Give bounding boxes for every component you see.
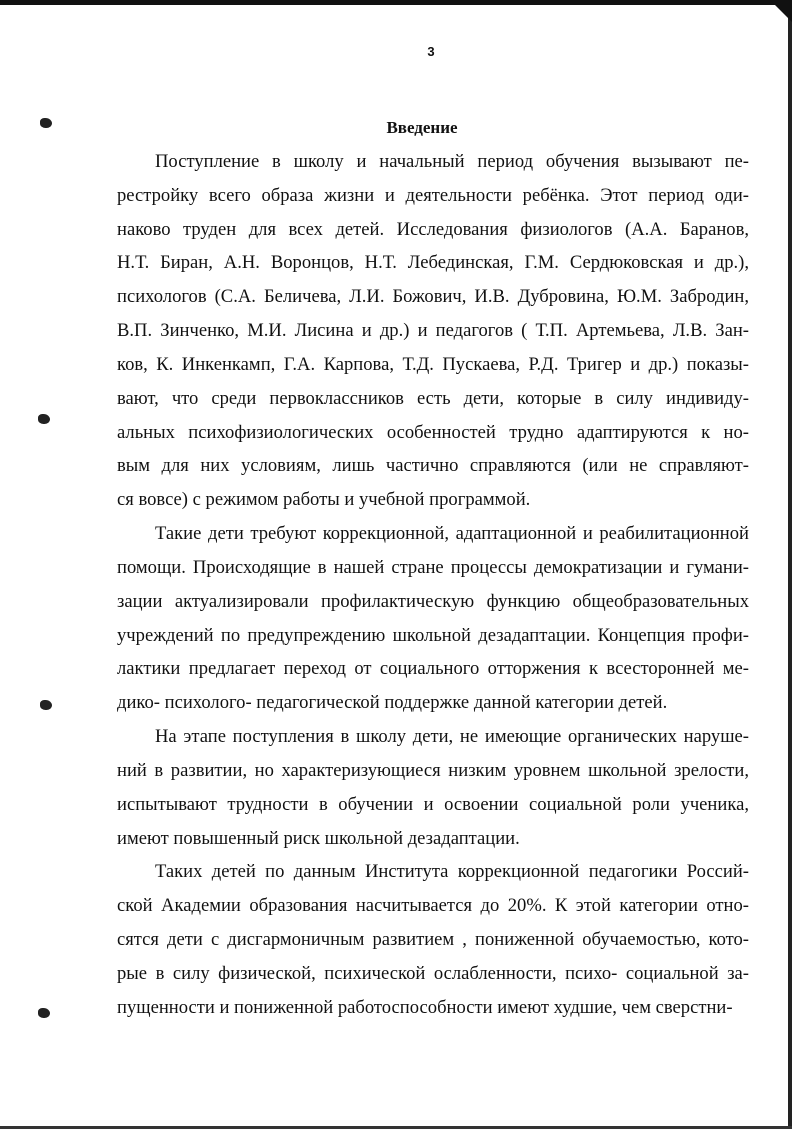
text-line <box>117 923 749 957</box>
text-line <box>117 449 749 483</box>
text-line <box>117 889 749 923</box>
page-number: 3 <box>427 44 435 59</box>
text-line <box>117 382 749 416</box>
text-line-content: Таких детей по данным Института коррекционной педагогики Россий- <box>155 861 749 883</box>
text-line <box>117 652 749 686</box>
text-line-content: имеют повышенный риск школьной дезадаптации. <box>117 827 520 849</box>
paragraph <box>117 855 749 1024</box>
text-line-content: дико- психолого- педагогической поддержке данной категории детей. <box>117 692 668 714</box>
text-line-content: рые в силу физической, психической ослабленности, психо- социальной за- <box>117 962 749 984</box>
text-line-content: лактики предлагает переход от социального отторжения к всесторонней ме- <box>117 658 749 680</box>
text-line-content: альных психофизиологических особенностей трудно адаптируются к но- <box>117 421 749 443</box>
text-line-content: психологов (С.А. Беличева, Л.И. Божович, И.В. Дубровина, Ю.М. Забродин, <box>117 286 749 308</box>
text-line-content: Такие дети требуют коррекционной, адаптационной и реабилитационной <box>155 523 749 545</box>
text-line-content: ков, К. Инкенкамп, Г.А. Карпова, Т.Д. Пускаева, Р.Д. Тригер и др.) показы- <box>117 353 749 375</box>
text-line-content: вым для них условиям, лишь частично справляются (или не справляют- <box>117 455 749 477</box>
binder-hole-mark <box>38 1008 50 1018</box>
text-line <box>117 720 749 754</box>
text-line <box>117 788 749 822</box>
text-line-content: Поступление в школу и начальный период обучения вызывают пе- <box>155 151 749 172</box>
text-line-content: ний в развитии, но характеризующиеся низким уровнем школьной зрелости, <box>117 759 749 781</box>
text-line <box>117 585 749 619</box>
text-line-content: зации актуализировали профилактическую функцию общеобразовательных <box>117 590 749 612</box>
text-line-content: вают, что среди первоклассников есть дети, которые в силу индивиду- <box>117 387 749 409</box>
text-line <box>117 957 749 991</box>
paragraph <box>117 517 749 720</box>
text-line <box>117 855 749 889</box>
text-line <box>117 754 749 788</box>
text-line <box>117 619 749 653</box>
paragraph <box>117 145 749 517</box>
scan-border-top <box>0 0 792 5</box>
text-line-content: пущенности и пониженной работоспособности имеют худшие, чем сверстни- <box>117 996 733 1018</box>
text-line <box>117 246 749 280</box>
paragraph <box>117 720 749 855</box>
text-line-content: рестройку всего образа жизни и деятельности ребёнка. Этот период оди- <box>117 184 749 206</box>
binder-hole-mark <box>40 700 52 710</box>
text-line-content: ся вовсе) с режимом работы и учебной программой. <box>117 489 531 511</box>
text-line <box>117 314 749 348</box>
text-line <box>117 416 749 450</box>
text-line-content: сятся дети с дисгармоничным развитием , пониженной обучаемостью, кото- <box>117 929 749 951</box>
text-line-content: Н.Т. Биран, А.Н. Воронцов, Н.Т. Лебединская, Г.М. Сердюковская и др.), <box>117 252 749 274</box>
text-line-content: наково труден для всех детей. Исследования физиологов (А.А. Баранов, <box>117 218 749 240</box>
text-line-content: На этапе поступления в школу дети, не имеющие органических наруше- <box>155 726 749 748</box>
text-line <box>117 145 749 179</box>
binder-hole-mark <box>38 414 50 424</box>
text-line-content: В.П. Зинченко, М.И. Лисина и др.) и педагогов ( Т.П. Артемьева, Л.В. Зан- <box>117 320 749 342</box>
text-line <box>117 179 749 213</box>
text-line <box>117 822 749 856</box>
section-title: Введение <box>386 118 458 137</box>
text-line <box>117 348 749 382</box>
text-line-content: помощи. Происходящие в нашей стране процессы демократизации и гумани- <box>117 556 749 578</box>
text-line <box>117 483 749 517</box>
text-line <box>117 213 749 247</box>
scan-border-right <box>788 0 792 1129</box>
scan-corner <box>770 0 792 22</box>
text-line <box>117 686 749 720</box>
text-line-content: учреждений по предупреждению школьной дезадаптации. Концепция профи- <box>117 624 749 646</box>
text-line <box>117 517 749 551</box>
text-line <box>117 551 749 585</box>
text-line-content: испытывают трудности в обучении и освоении социальной роли ученика, <box>117 793 749 815</box>
document-body <box>117 145 749 1025</box>
text-line-content: ской Академии образования насчитывается до 20%. К этой категории отно- <box>117 895 749 917</box>
text-line <box>117 280 749 314</box>
text-line <box>117 991 749 1025</box>
